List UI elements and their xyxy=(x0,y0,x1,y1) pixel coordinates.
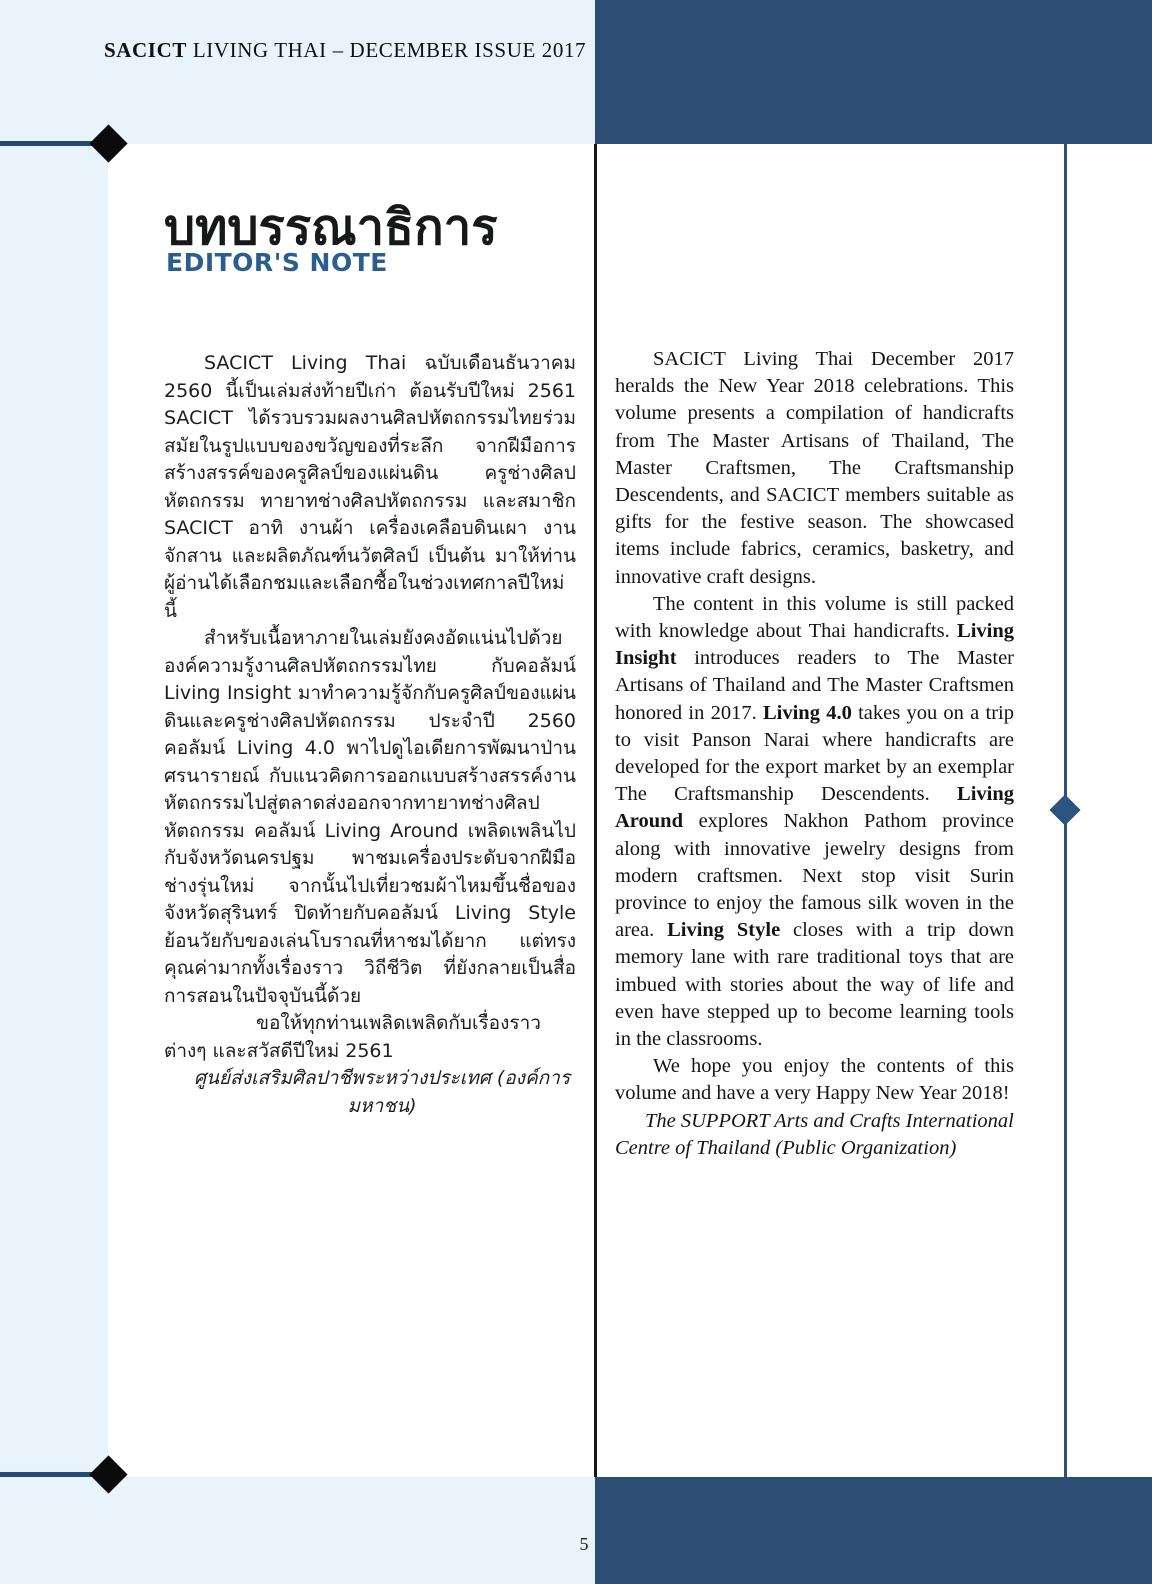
issue-title: LIVING THAI – DECEMBER ISSUE 2017 xyxy=(186,38,587,62)
english-paragraph-1: SACICT Living Thai December 2017 heralds the New Year 2018 celebrations. This volume presents a compilation of handicrafts from The Master Artisans of Thailand, The Master Craftsmen, The Craftsmanship Descendents, and SACICT members suitable as gifts for the festive season. The showcased items include fabrics, ceramics, basketry, and innovative craft designs. xyxy=(615,348,1014,588)
bottom-left-rule xyxy=(0,1472,100,1477)
page-header xyxy=(104,38,587,63)
thai-paragraph-2: สำหรับเนื้อหาภายในเล่มยังคงอัดแน่นไปด้วยองค์ความรู้งานศิลปหัตถกรรมไทย กับคอลัมน์ Living Insight มาทำความรู้จักกับครูศิลป์ของแผ่นดินและครูช่างศิลปหัตถกรรม ประจำปี 2560 คอลัมน์ Living 4.0 พาไปดูไอเดียการพัฒนาป่านศรนารายณ์ กับแนวคิดการออกแบบสร้างสรรค์งานหัตถกรรมไปสู่ตลาดส่งออกจากทายาทช่างศิลปหัตถกรรม คอลัมน์ Living Around เพลิดเพลินไปกับจังหวัดนครปฐม พาชมเครื่องประดับจากฝีมือช่างรุ่นใหม่ จากนั้นไปเที่ยวชมผ้าไหมขึ้นชื่อของจังหวัดสุรินทร์ ปิดท้ายกับคอลัมน์ Living Style ย้อนวัยกับของเล่นโบราณที่หาชมได้ยาก แต่ทรงคุณค่ามากทั้งเรื่องราว วิถีชีวิต ที่ยังกลายเป็นสื่อการสอนในปัจจุบันนี้ด้วย xyxy=(164,627,576,1007)
top-left-rule xyxy=(0,141,100,146)
thai-paragraph-3: ขอให้ทุกท่านเพลิดเพลิดกับเรื่องราวต่างๆ และสวัสดีปีใหม่ 2561 xyxy=(164,1012,541,1062)
thai-signature: ศูนย์ส่งเสริมศิลปาชีพระหว่างประเทศ (องค์การมหาชน) xyxy=(193,1067,571,1117)
thai-paragraph-1: SACICT Living Thai ฉบับเดือนธันวาคม 2560 นี้เป็นเล่มส่งท้ายปีเก่า ต้อนรับปีใหม่ 2561 SACICT ได้รวบรวมผลงานศิลปหัตถกรรมไทยร่วมสมัยในรูปแบบของขวัญของที่ระลึก จากฝีมือการสร้างสรรค์ของครูศิลป์ของแผ่นดิน ครูช่างศิลปหัตถกรรม ทายาทช่างศิลปหัตถกรรม และสมาชิก SACICT อาทิ งานผ้า เครื่องเคลือบดินเผา งานจักสาน และผลิตภัณฑ์นวัตศิลป์ เป็นต้น มาให้ท่านผู้อ่านได้เลือกชมและเลือกซื้อในช่วงเทศกาลปีใหม่นี้ xyxy=(164,352,576,622)
english-column xyxy=(615,346,1014,1162)
page-number: 5 xyxy=(579,1534,589,1554)
english-paragraph-3: We hope you enjoy the contents of this volume and have a very Happy New Year 2018! xyxy=(615,1055,1014,1105)
column-divider-line xyxy=(594,144,597,1477)
thai-column xyxy=(164,350,576,1120)
english-paragraph-2: The content in this volume is still packed with knowledge about Thai handicrafts. Living Insight introduces readers to The Master Artisans of Thailand and The Master Craftsmen honored in 2017. Living 4.0 takes you on a trip to visit Panson Narai where handicrafts are developed for the export market by an exemplar The Craftsmanship Descendents. Living Around explores Nakhon Pathom province along with innovative jewelry designs from modern craftsmen. Next stop visit Surin province to enjoy the famous silk woven in the area. Living Style closes with a trip down memory lane with rare traditional toys that are imbued with stories about the way of life and even have stepped up to become learning tools in the classrooms. xyxy=(615,592,1015,1051)
top-navy-banner xyxy=(595,0,1152,144)
editor-note-title-thai: บทบรรณาธิการ xyxy=(164,199,498,256)
editor-note-subtitle: EDITOR'S NOTE xyxy=(166,248,388,277)
english-signature: The SUPPORT Arts and Crafts International Centre of Thailand (Public Organization) xyxy=(615,1109,1014,1159)
bottom-navy-banner xyxy=(595,1477,1152,1584)
brand-name: SACICT xyxy=(104,38,187,62)
